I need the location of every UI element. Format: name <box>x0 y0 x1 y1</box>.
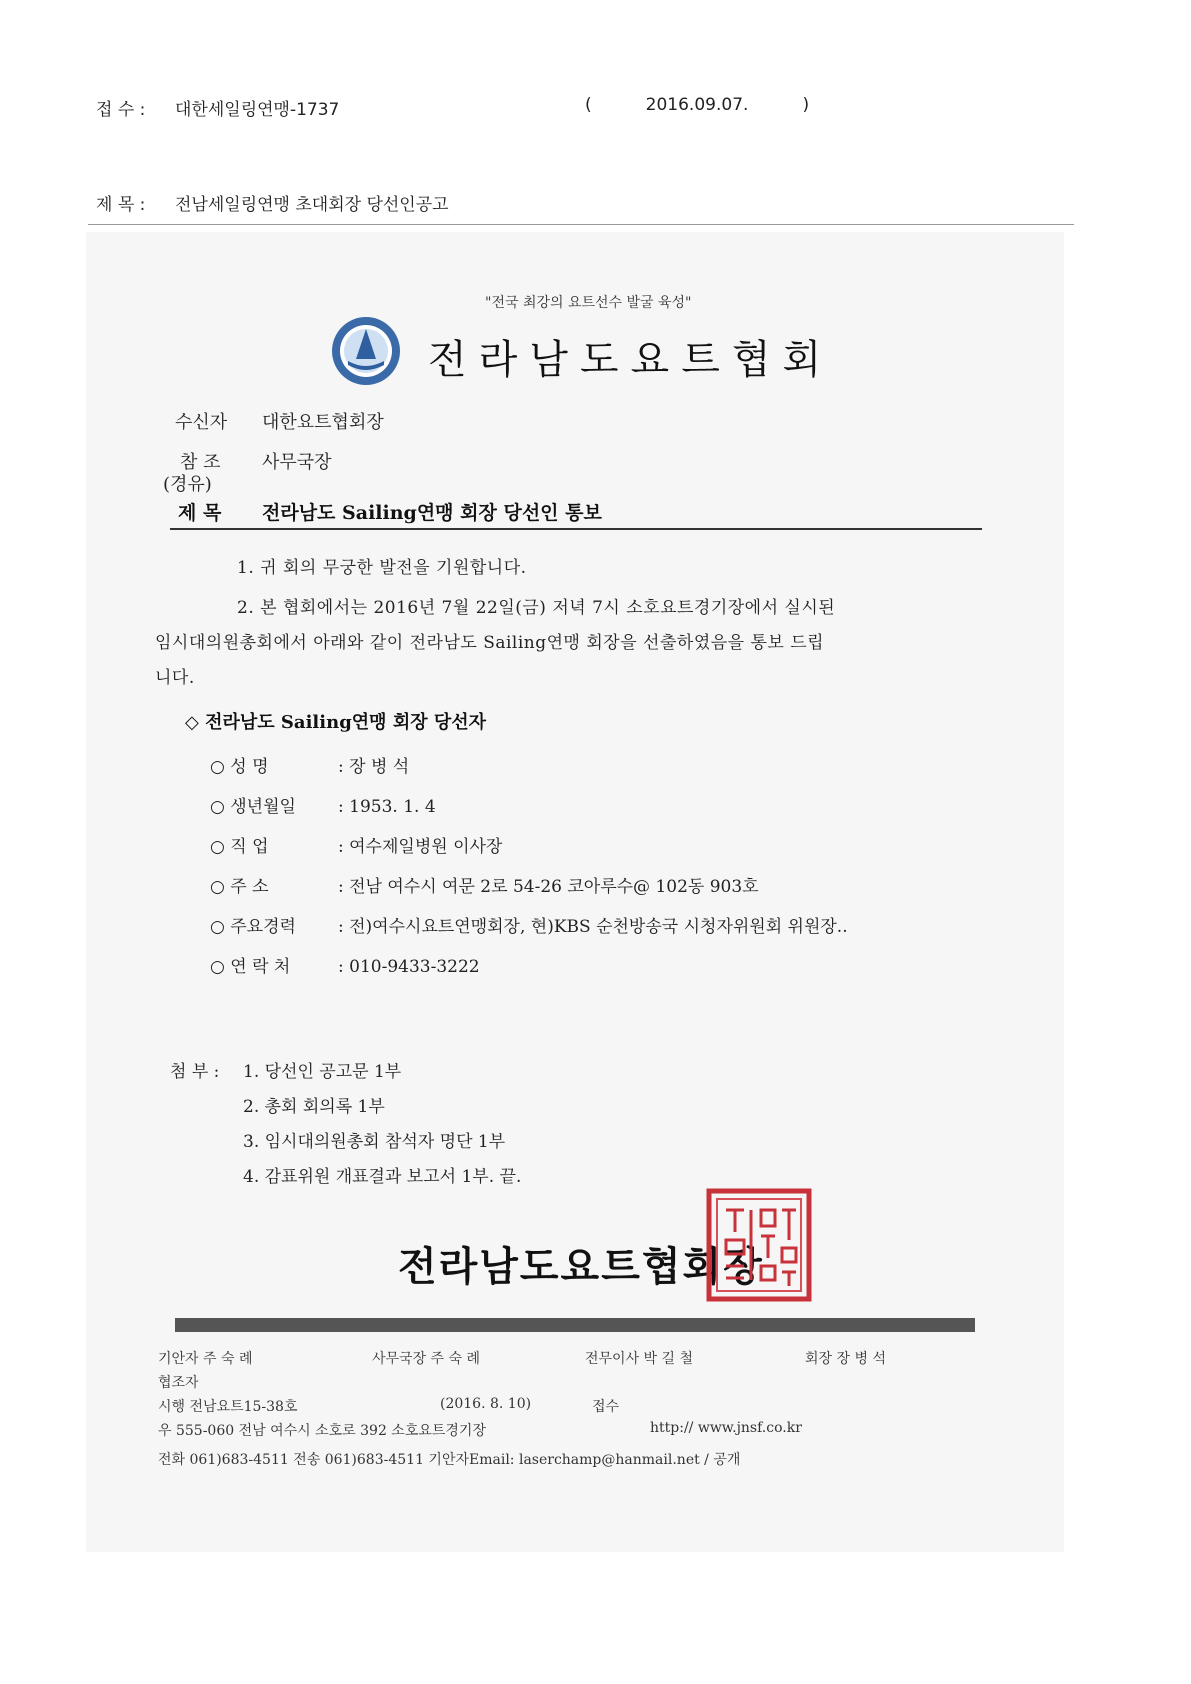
organization-name: 전라남도요트협회 <box>428 337 834 383</box>
winner-item-label: ○ 주 소 <box>210 877 269 897</box>
reference-value: 사무국장 <box>262 452 332 473</box>
receipt-number: 대한세일링연맹-1737 <box>175 100 340 120</box>
winner-item-label: ○ 성 명 <box>210 757 269 777</box>
signature-title: 전라남도요트협회장 <box>398 1243 764 1290</box>
winner-item <box>210 832 502 857</box>
footer-address: 우 555-060 전남 여수시 소호로 392 소호요트경기장 <box>158 1423 486 1439</box>
subject-label: 제 목 <box>178 502 222 524</box>
via-label: (경유) <box>163 474 212 495</box>
winner-item-value: : 전)여수시요트연맹회장, 현)KBS 순천방송국 시청자위원회 위원장.. <box>338 917 848 937</box>
footer-drafter: 기안자 주 숙 례 <box>158 1351 253 1367</box>
footer-cooperator: 협조자 <box>158 1375 199 1391</box>
reference-label: 참 조 <box>180 452 221 473</box>
association-logo-icon <box>330 315 402 387</box>
footer-website: http:// www.jnsf.co.kr <box>650 1420 802 1436</box>
footer-enforcement-number: 시행 전남요트15-38호 <box>158 1399 298 1415</box>
recipient-label: 수신자 <box>175 412 228 433</box>
winner-item-value: : 1953. 1. 4 <box>338 797 436 817</box>
motto: "전국 최강의 요트선수 발굴 육성" <box>485 295 692 311</box>
footer-secretary-general: 사무국장 주 숙 례 <box>372 1351 481 1367</box>
subject-value: 전라남도 Sailing연맹 회장 당선인 통보 <box>262 502 602 524</box>
official-seal-icon <box>706 1188 812 1302</box>
winner-section-title: ◇ 전라남도 Sailing연맹 회장 당선자 <box>185 712 487 733</box>
header-subject-label: 제 목 : <box>96 195 146 215</box>
winner-item-label: ○ 연 락 처 <box>210 957 291 977</box>
footer-bar <box>175 1318 975 1332</box>
winner-item <box>210 792 436 817</box>
footer-approver: 회장 장 병 석 <box>805 1351 886 1367</box>
footer-executive-director: 전무이사 박 길 철 <box>585 1351 694 1367</box>
winner-item <box>210 752 409 777</box>
subject-rule <box>170 528 982 530</box>
attachments-label: 첨 부 : <box>170 1062 220 1082</box>
attachment-item: 3. 임시대의원총회 참석자 명단 1부 <box>243 1132 506 1152</box>
recipient-value: 대한요트협회장 <box>262 412 384 433</box>
attachment-item: 1. 당선인 공고문 1부 <box>243 1062 402 1082</box>
winner-item-label: ○ 주요경력 <box>210 917 296 937</box>
winner-item <box>210 952 480 977</box>
attachment-item: 2. 총회 회의록 1부 <box>243 1097 385 1117</box>
winner-item <box>210 912 848 937</box>
footer-contact: 전화 061)683-4511 전송 061)683-4511 기안자Email: laserchamp@hanmail.net / 공개 <box>158 1452 741 1468</box>
winner-item-label: ○ 직 업 <box>210 837 269 857</box>
attachment-item: 4. 감표위원 개표결과 보고서 1부. 끝. <box>243 1167 522 1187</box>
winner-item-value: : 010-9433-3222 <box>338 957 480 977</box>
header-subject: 전남세일링연맹 초대회장 당선인공고 <box>175 195 449 215</box>
winner-item-value: : 전남 여수시 여문 2로 54-26 코아루수@ 102동 903호 <box>338 877 759 897</box>
body-paragraph-2-line-2: 임시대의원총회에서 아래와 같이 전라남도 Sailing연맹 회장을 선출하였음을 통보 드립 <box>155 633 825 653</box>
body-paragraph-2-line-3: 니다. <box>155 668 195 688</box>
footer-receipt: 접수 <box>592 1399 620 1415</box>
body-paragraph-2-line-1: 2. 본 협회에서는 2016년 7월 22일(금) 저녁 7시 소호요트경기장에서 실시된 <box>237 598 836 618</box>
winner-item-value: : 여수제일병원 이사장 <box>338 837 503 857</box>
footer-enforcement-date: (2016. 8. 10) <box>440 1396 532 1412</box>
receipt-date: ( 2016.09.07. ) <box>585 95 810 115</box>
winner-item-value: : 장 병 석 <box>338 757 410 777</box>
body-paragraph-1: 1. 귀 회의 무궁한 발전을 기원합니다. <box>237 558 527 578</box>
receipt-label: 접 수 : <box>96 100 146 120</box>
winner-item-label: ○ 생년월일 <box>210 797 296 817</box>
winner-item <box>210 872 759 897</box>
header-divider <box>88 224 1074 225</box>
